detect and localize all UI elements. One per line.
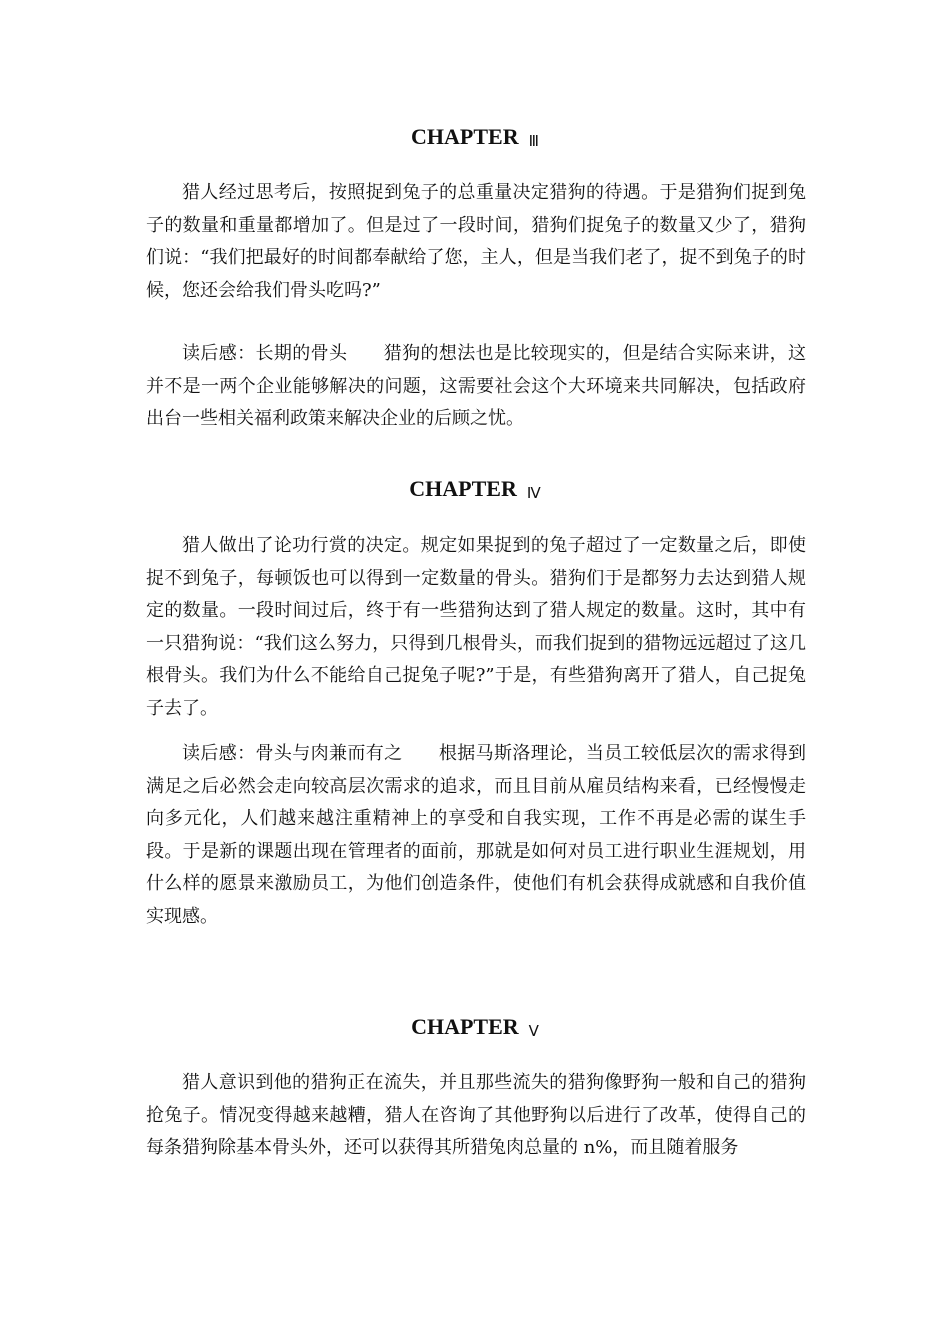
- chapter-3-reflection-body: 猎狗的想法也是比较现实的，但是结合实际来讲，这并不是一两个企业能够解决的问题，这需要社会这个大环境来共同解决，包括政府出台一些相关福利政策来解决企业的后顾之忧。: [146, 343, 806, 429]
- chapter-4-heading: [0, 474, 950, 506]
- chapter-4-numeral: Ⅳ: [526, 484, 541, 502]
- chapter-3-reflection: [146, 338, 806, 436]
- chapter-4-reflection-title: 读后感：骨头与肉兼而有之: [182, 743, 403, 764]
- chapter-4-reflection-body: 根据马斯洛理论，当员工较低层次的需求得到满足之后必然会走向较高层次需求的追求，而且目前从雇员结构来看，已经慢慢走向多元化，人们越来越注重精神上的享受和自我实现，工作不再是必需的谋生手段。于是新的课题出现在管理者的面前，那就是如何对员工进行职业生涯规划，用什么样的愿景来激励员工，为他们创造条件，使他们有机会获得成就感和自我价值实现感。: [146, 743, 806, 927]
- chapter-4-story: 猎人做出了论功行赏的决定。规定如果捉到的兔子超过了一定数量之后，即使捉不到兔子，每顿饭也可以得到一定数量的骨头。猎狗们于是都努力去达到猎人规定的数量。一段时间过后，终于有一些猎狗达到了猎人规定的数量。这时，其中有一只猎狗说：“我们这么努力，只得到几根骨头，而我们捉到的猎物远远超过了这几根骨头。我们为什么不能给自己捉兔子呢?”于是，有些猎狗离开了猎人，自己捉兔子去了。: [146, 535, 806, 719]
- chapter-3-word: CHAPTER: [411, 124, 519, 149]
- chapter-3-heading: [0, 122, 950, 154]
- chapter-3-story: 猎人经过思考后，按照捉到兔子的总重量决定猎狗的待遇。于是猎狗们捉到兔子的数量和重量都增加了。但是过了一段时间，猎狗们捉兔子的数量又少了，猎狗们说：“我们把最好的时间都奉献给了您，主人，但是当我们老了，捉不到兔子的时候，您还会给我们骨头吃吗?”: [146, 182, 806, 301]
- chapter-4-reflection: [146, 738, 806, 933]
- chapter-5-word: CHAPTER: [411, 1014, 519, 1039]
- chapter-5-numeral: Ⅴ: [528, 1022, 539, 1040]
- chapter-3-numeral: Ⅲ: [528, 132, 539, 150]
- chapter-5-story: 猎人意识到他的猎狗正在流失，并且那些流失的猎狗像野狗一般和自己的猎狗抢兔子。情况变得越来越糟，猎人在咨询了其他野狗以后进行了改革，使得自己的每条猎狗除基本骨头外，还可以获得其所猎兔肉总量的 n%，而且随着服务: [146, 1072, 806, 1158]
- chapter-4-word: CHAPTER: [409, 476, 517, 501]
- chapter-5-heading: [0, 1012, 950, 1044]
- chapter-3-reflection-title: 读后感：长期的骨头: [182, 343, 348, 364]
